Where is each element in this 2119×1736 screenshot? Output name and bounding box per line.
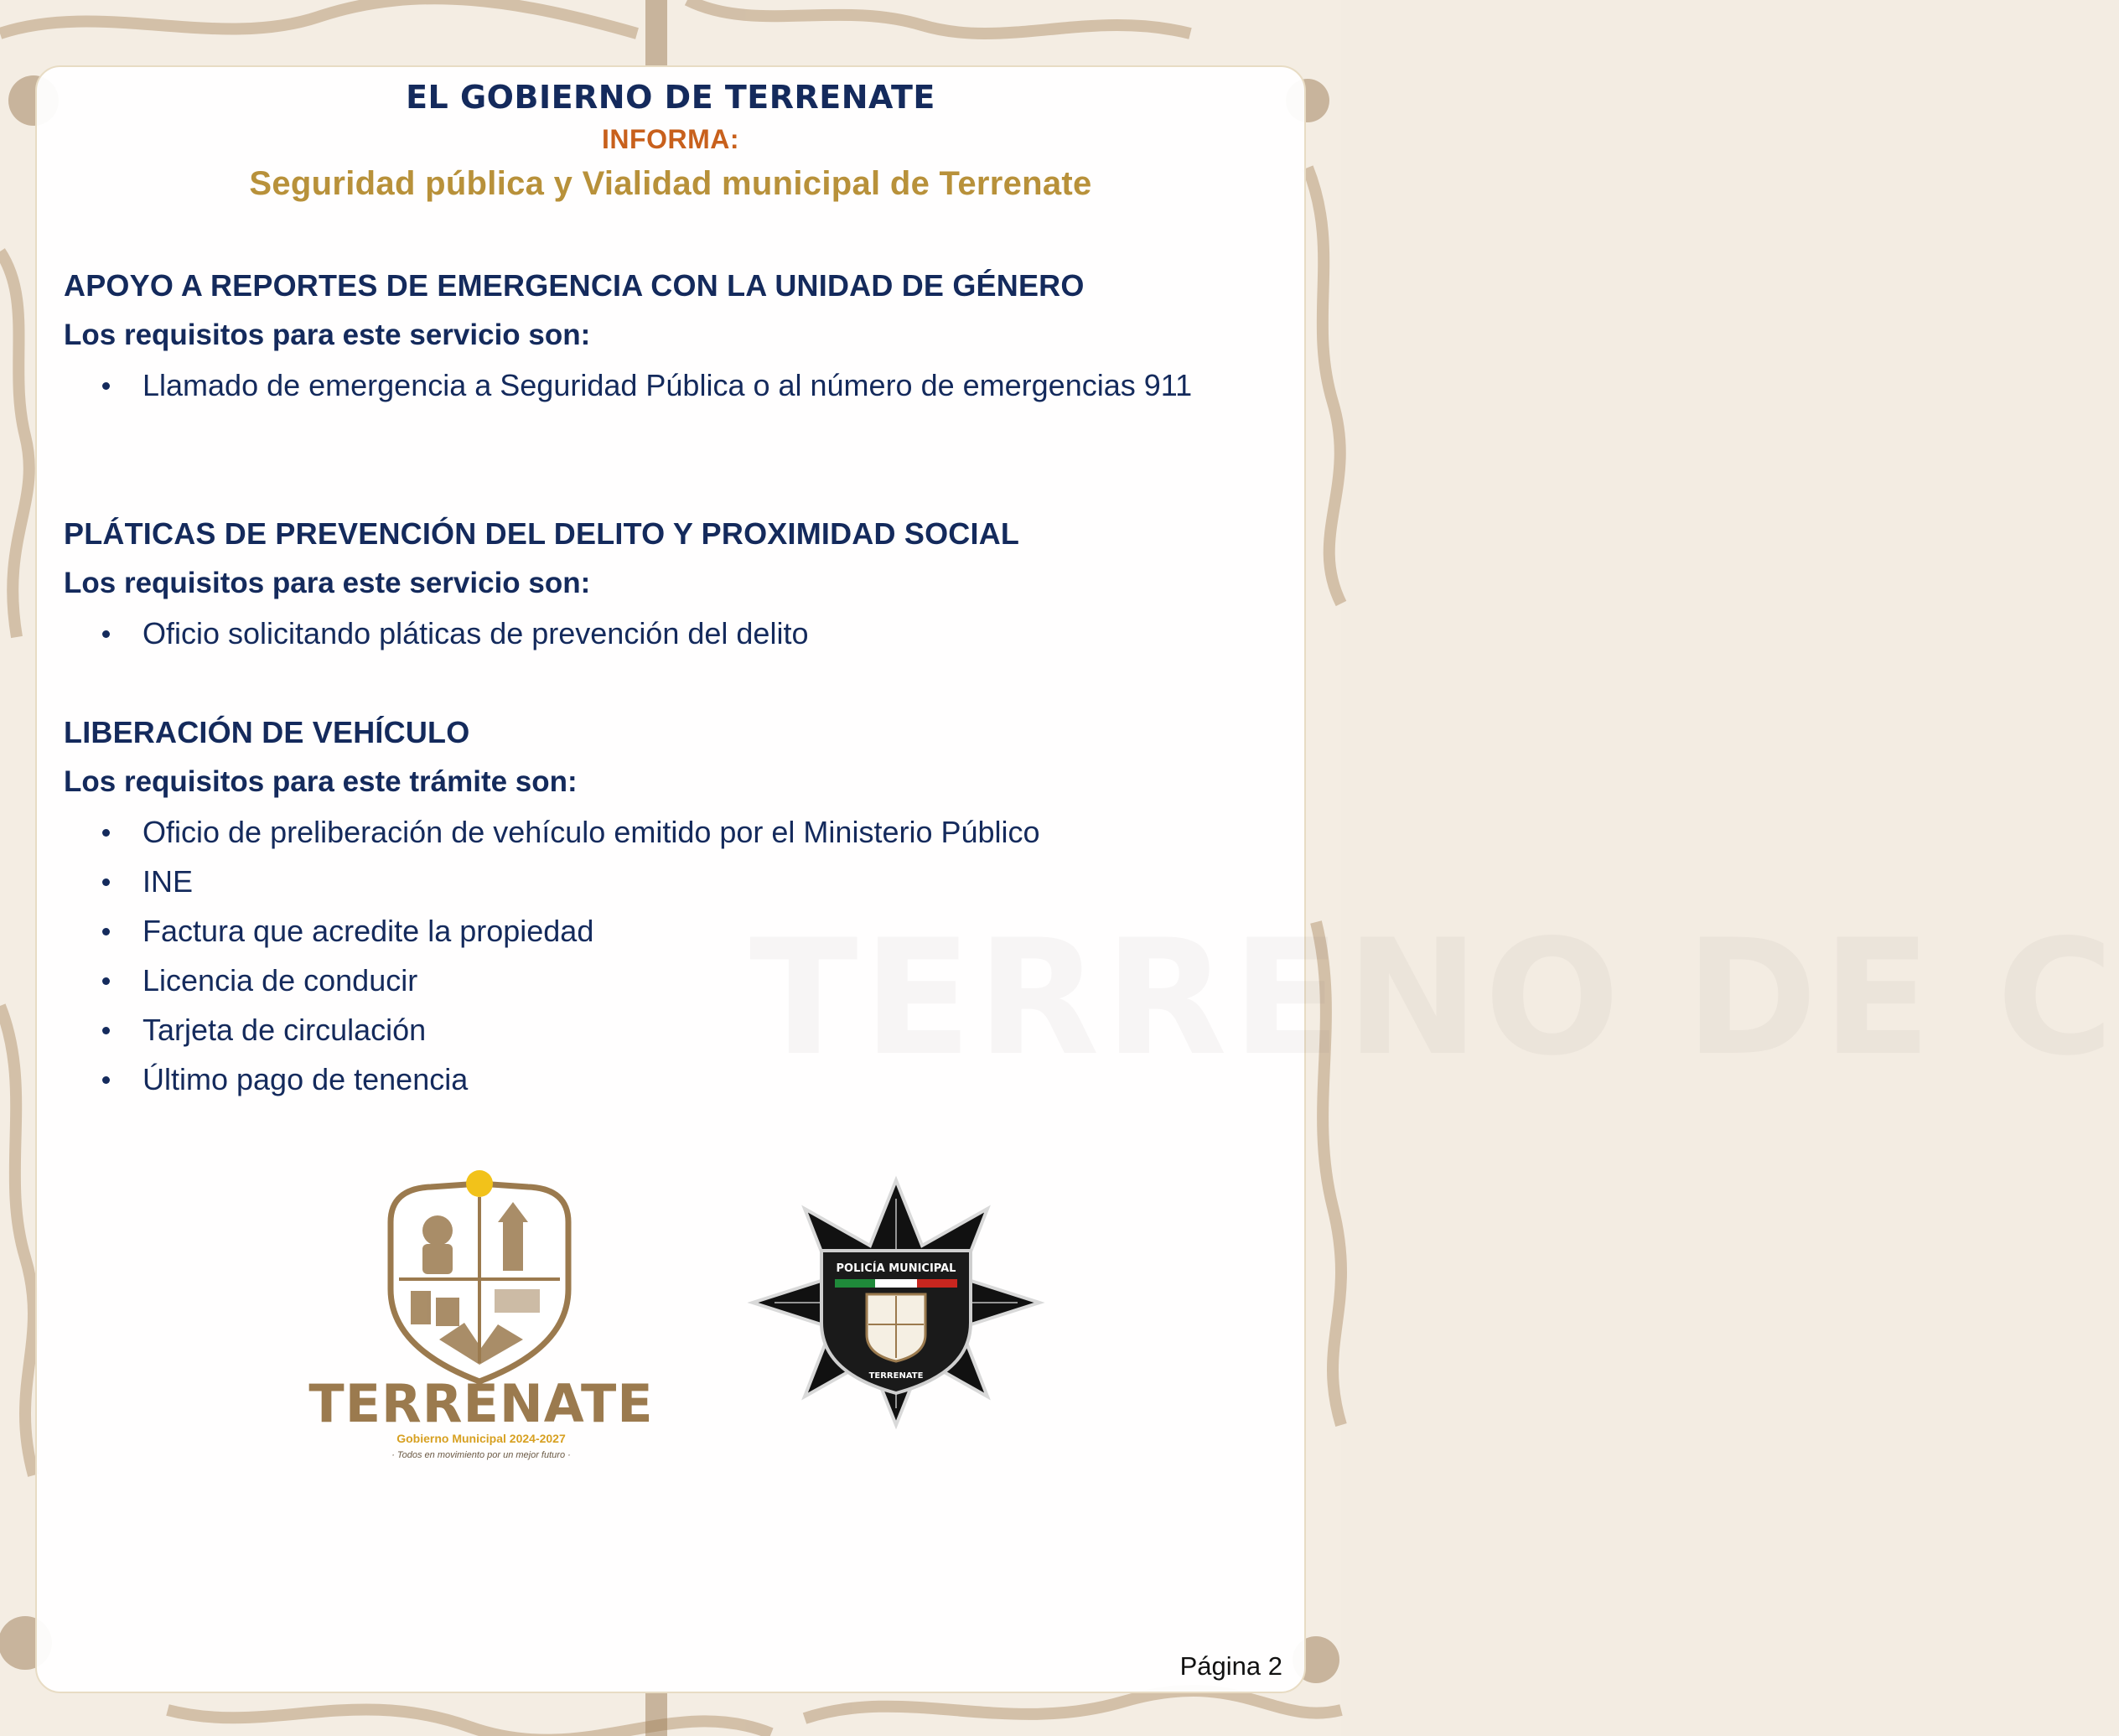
list-item: Factura que acredite la propiedad <box>64 906 1271 956</box>
list-item: Oficio solicitando pláticas de prevención del delito <box>64 609 1271 658</box>
list-item: Oficio de preliberación de vehículo emitido por el Ministerio Público <box>64 807 1271 857</box>
section-liberacion <box>64 708 1271 1104</box>
list-item: Llamado de emergencia a Seguridad Pública o al número de emergencias 911 <box>64 360 1271 410</box>
informa-label: INFORMA: <box>602 124 739 154</box>
page-number: Página 2 <box>1179 1651 1282 1681</box>
watermark: TERRENO DE C <box>749 905 2119 1091</box>
info-card <box>35 65 2119 1693</box>
sun-icon <box>466 1170 493 1197</box>
bullet-icon <box>102 878 110 886</box>
bullet-icon <box>102 1076 110 1084</box>
requirements-list <box>64 609 1271 658</box>
list-item: Último pago de tenencia <box>64 1055 1271 1104</box>
section-prevencion <box>64 510 1271 658</box>
logo-caption-2: · Todos en movimiento por un mejor futuro · <box>391 1450 571 1460</box>
badge-bottom-text: TERRENATE <box>868 1371 924 1381</box>
requirements-list <box>64 807 1271 1104</box>
bullet-icon <box>102 1027 110 1034</box>
section-title: APOYO A REPORTES DE EMERGENCIA CON LA UNIDAD DE GÉNERO <box>64 268 1085 303</box>
bullet-icon <box>102 928 110 935</box>
requirements-label: Los requisitos para este servicio son: <box>64 319 591 351</box>
page-title: EL GOBIERNO DE TERRENATE <box>406 79 935 116</box>
logo-wordmark: TERRENATE <box>308 1373 654 1434</box>
section-title: PLÁTICAS DE PREVENCIÓN DEL DELITO Y PROXIMIDAD SOCIAL <box>64 516 1020 551</box>
list-item: Licencia de conducir <box>64 956 1271 1005</box>
badge-top-text: POLICÍA MUNICIPAL <box>836 1262 956 1275</box>
policia-badge-logo <box>741 1174 1051 1450</box>
requirements-list <box>64 360 1271 410</box>
header <box>37 79 1304 203</box>
bullet-icon <box>102 829 110 837</box>
list-item: Tarjeta de circulación <box>64 1005 1271 1055</box>
section-title: LIBERACIÓN DE VEHÍCULO <box>64 715 470 749</box>
bullet-icon <box>102 382 110 390</box>
terrenate-logo <box>308 1172 654 1490</box>
page-subtitle: Seguridad pública y Vialidad municipal de Terrenate <box>249 165 1092 202</box>
requirements-label: Los requisitos para este trámite son: <box>64 765 578 798</box>
logo-caption-1: Gobierno Municipal 2024-2027 <box>396 1432 566 1445</box>
requirements-label: Los requisitos para este servicio son: <box>64 567 591 599</box>
bullet-icon <box>102 630 110 638</box>
list-item: INE <box>64 857 1271 906</box>
bullet-icon <box>102 977 110 985</box>
section-emergencia <box>64 262 1271 410</box>
